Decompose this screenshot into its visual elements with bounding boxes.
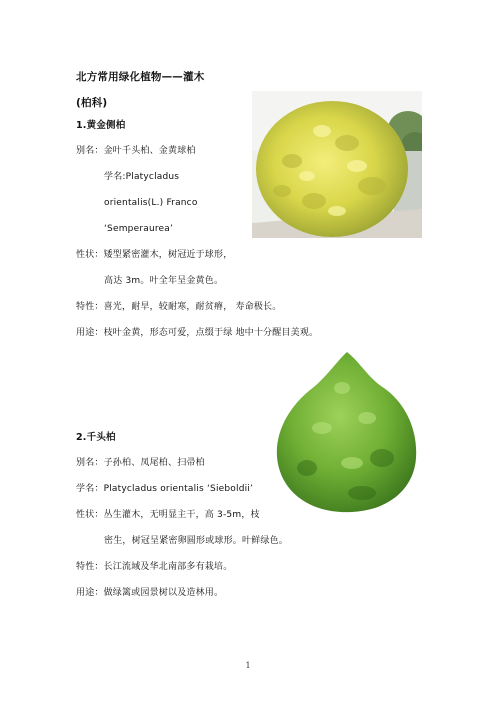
plant-2-traits: 性状：丛生灌木，无明显主干，高 3-5m，枝	[76, 510, 260, 520]
plant-1-scientific-name-line-1: 学名:Platycladus	[104, 172, 180, 182]
family-label: (柏科)	[76, 97, 108, 109]
page-title: 北方常用绿化植物——灌木	[76, 71, 205, 83]
plant-2-traits-continued: 密生，树冠呈紧密卵圆形或球形。叶鲜绿色。	[104, 536, 289, 546]
plant-1-heading: 1.黄金侧柏	[76, 120, 126, 131]
plant-1-features: 特性：喜光，耐旱，较耐寒，耐贫瘠， 寿命极长。	[76, 302, 282, 312]
plant-1-scientific-name-line-2: orientalis(L.) Franco	[104, 198, 198, 208]
plant-2-features: 特性：长江流域及华北南部多有栽培。	[76, 562, 233, 572]
plant-1-traits-continued: 高达 3m。叶全年呈金黄色。	[104, 276, 224, 286]
plant-1-scientific-name-line-3: ‘Semperaurea’	[104, 224, 174, 234]
green-shrub-photo	[272, 348, 422, 516]
plant-1-usage: 用途：枝叶金黄，形态可爱，点缀于绿 地中十分醒目美观。	[76, 328, 319, 338]
plant-2-heading: 2.千头柏	[76, 432, 116, 443]
plant-2-scientific-name: 学名：Platycladus orientalis ‘Sieboldii’	[76, 484, 254, 494]
plant-2-alias: 别名：子孙柏、凤尾柏、扫帚柏	[76, 458, 205, 468]
plant-1-traits: 性状：矮型紧密灌木，树冠近于球形，	[76, 250, 233, 260]
plant-1-alias: 别名：金叶千头柏、金黄球柏	[76, 146, 196, 156]
golden-arborvitae-photo	[252, 91, 422, 238]
plant-2-usage: 用途：做绿篱或园景树以及造林用。	[76, 588, 224, 598]
page-number: 1	[245, 661, 251, 670]
